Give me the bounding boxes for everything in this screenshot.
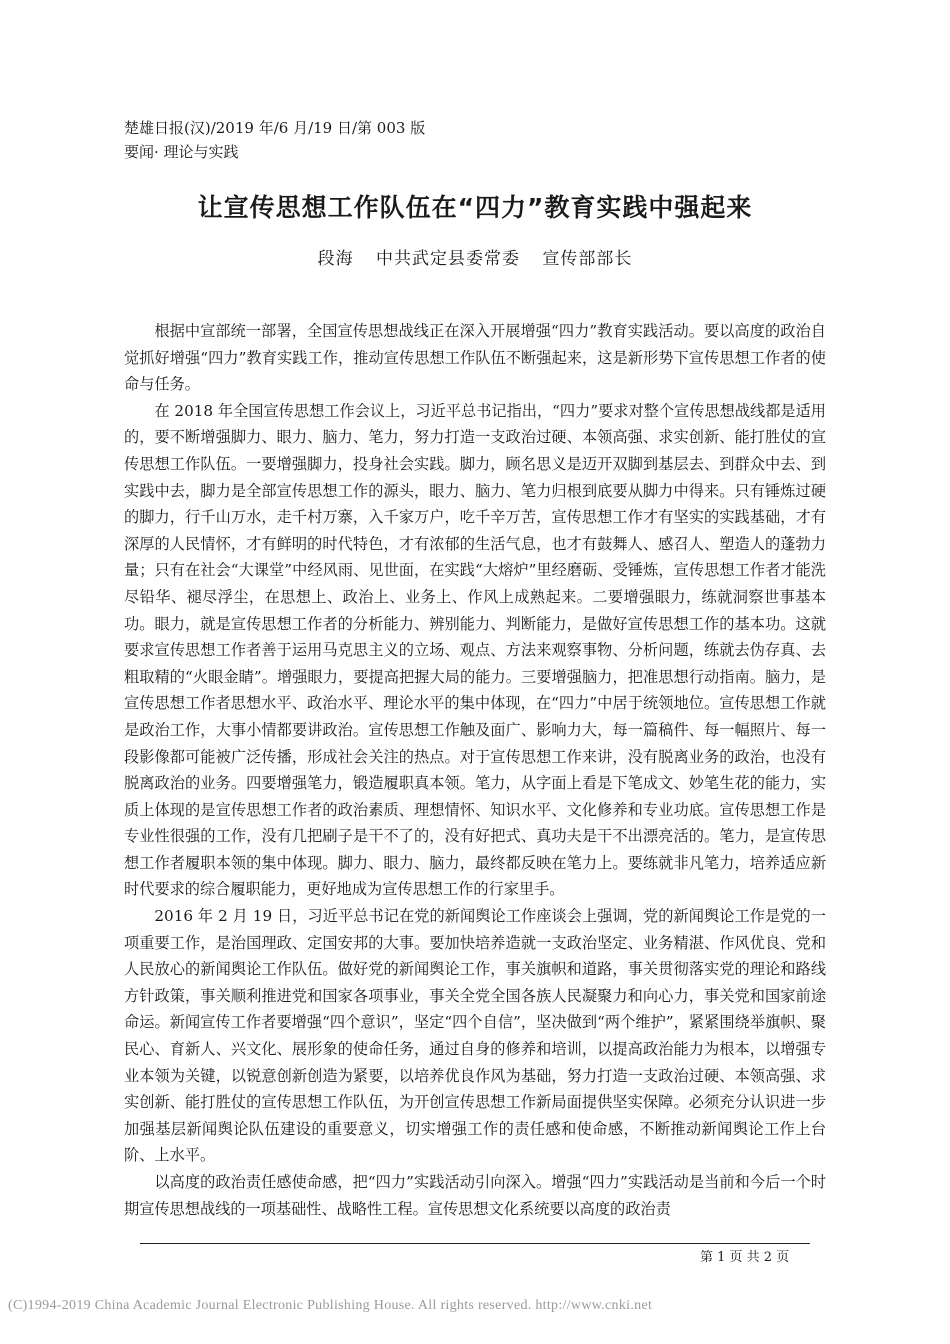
page-number: 第 1 页 共 2 页: [700, 1250, 790, 1265]
author-organization: 中共武定县委常委: [376, 249, 520, 269]
author-name: 段海: [317, 249, 354, 269]
source-line: 楚雄日报(汉)/2019 年/6 月/19 日/第 003 版: [124, 119, 426, 137]
section-line: 要闻· 理论与实践: [124, 143, 239, 161]
paragraph: 以高度的政治责任感使命感，把“四力”实践活动引向深入。增强“四力”实践活动是当前和今后一个时期宣传思想战线的一项基础性、战略性工程。宣传思想文化系统要以高度的政治责: [124, 1173, 826, 1218]
article-body: [124, 318, 826, 1222]
paragraph: 根据中宣部统一部署，全国宣传思想战线正在深入开展增强“四力”教育实践活动。要以高度的政治自觉抓好增强“四力”教育实践工作，推动宣传思想工作队伍不断强起来，这是新形势下宣传思想工作者的使命与任务。: [124, 322, 826, 394]
author-role: 宣传部部长: [542, 249, 633, 269]
paragraph: 在 2018 年全国宣传思想工作会议上，习近平总书记指出，“四力”要求对整个宣传思想战线都是适用的，要不断增强脚力、眼力、脑力、笔力，努力打造一支政治过硬、本领高强、求实创新、能打胜仗的宣传思想工作队伍。一要增强脚力，投身社会实践。脚力，顾名思义是迈开双脚到基层去、到群众中去、到实践中去，脚力是全部宣传思想工作的源头，眼力、脑力、笔力归根到底要从脚力中得来。只有锤炼过硬的脚力，行千山万水，走千村万寨，入千家万户，吃千辛万苦，宣传思想工作才有坚实的实践基础，才有深厚的人民情怀，才有鲜明的时代特色，才有浓郁的生活气息，也才有鼓舞人、感召人、塑造人的蓬勃力量；只有在社会“大课堂”中经风雨、见世面，在实践“大熔炉”里经磨砺、受锤炼，宣传思想工作者才能洗尽铅华、褪尽浮尘，在思想上、政治上、业务上、作风上成熟起来。二要增强眼力，练就洞察世事基本功。眼力，就是宣传思想工作者的分析能力、辨别能力、判断能力，是做好宣传思想工作的基本功。这就要求宣传思想工作者善于运用马克思主义的立场、观点、方法来观察事物、分析问题，练就去伪存真、去粗取精的“火眼金睛”。增强眼力，要提高把握大局的能力。三要增强脑力，把准思想行动指南。脑力，是宣传思想工作者思想水平、政治水平、理论水平的集中体现，在“四力”中居于统领地位。宣传思想工作就是政治工作，大事小情都要讲政治。宣传思想工作触及面广、影响力大，每一篇稿件、每一幅照片、每一段影像都可能被广泛传播，形成社会关注的热点。对于宣传思想工作来讲，没有脱离业务的政治，也没有脱离政治的业务。四要增强笔力，锻造履职真本领。笔力，从字面上看是下笔成文、妙笔生花的能力，实质上体现的是宣传思想工作者的政治素质、理想情怀、知识水平、文化修养和专业功底。宣传思想工作是专业性很强的工作，没有几把刷子是干不了的，没有好把式、真功夫是干不出漂亮活的。笔力，是宣传思想工作者履职本领的集中体现。脚力、眼力、脑力，最终都反映在笔力上。要练就非凡笔力，培养适应新时代要求的综合履职能力，更好地成为宣传思想工作的行家里手。: [124, 401, 826, 899]
source-info: [124, 116, 425, 164]
byline: [0, 244, 950, 269]
copyright-watermark: (C)1994-2019 China Academic Journal Electronic Publishing House. All rights reserved. http://www.cnki.net: [8, 1298, 653, 1313]
footer-divider: [140, 1243, 810, 1244]
article-title: 让宣传思想工作队伍在“四力”教育实践中强起来: [197, 193, 753, 222]
paragraph: 2016 年 2 月 19 日，习近平总书记在党的新闻舆论工作座谈会上强调，党的新闻舆论工作是党的一项重要工作，是治国理政、定国安邦的大事。要加快培养造就一支政治坚定、业务精湛、作风优良、党和人民放心的新闻舆论工作队伍。做好党的新闻舆论工作，事关旗帜和道路，事关贯彻落实党的理论和路线方针政策，事关顺利推进党和国家各项事业，事关全党全国各族人民凝聚力和向心力，事关党和国家前途命运。新闻宣传工作者要增强“四个意识”，坚定“四个自信”，坚决做到“两个维护”，紧紧围绕举旗帜、聚民心、育新人、兴文化、展形象的使命任务，通过自身的修养和培训，以提高政治能力为根本，以增强专业本领为关键，以锐意创新创造为紧要，以培养优良作风为基础，努力打造一支政治过硬、本领高强、求实创新、能打胜仗的宣传思想工作队伍，为开创宣传思想工作新局面提供坚实保障。必须充分认识进一步加强基层新闻舆论队伍建设的重要意义，切实增强工作的责任感和使命感，不断推动新闻舆论工作上台阶、上水平。: [124, 907, 826, 1165]
